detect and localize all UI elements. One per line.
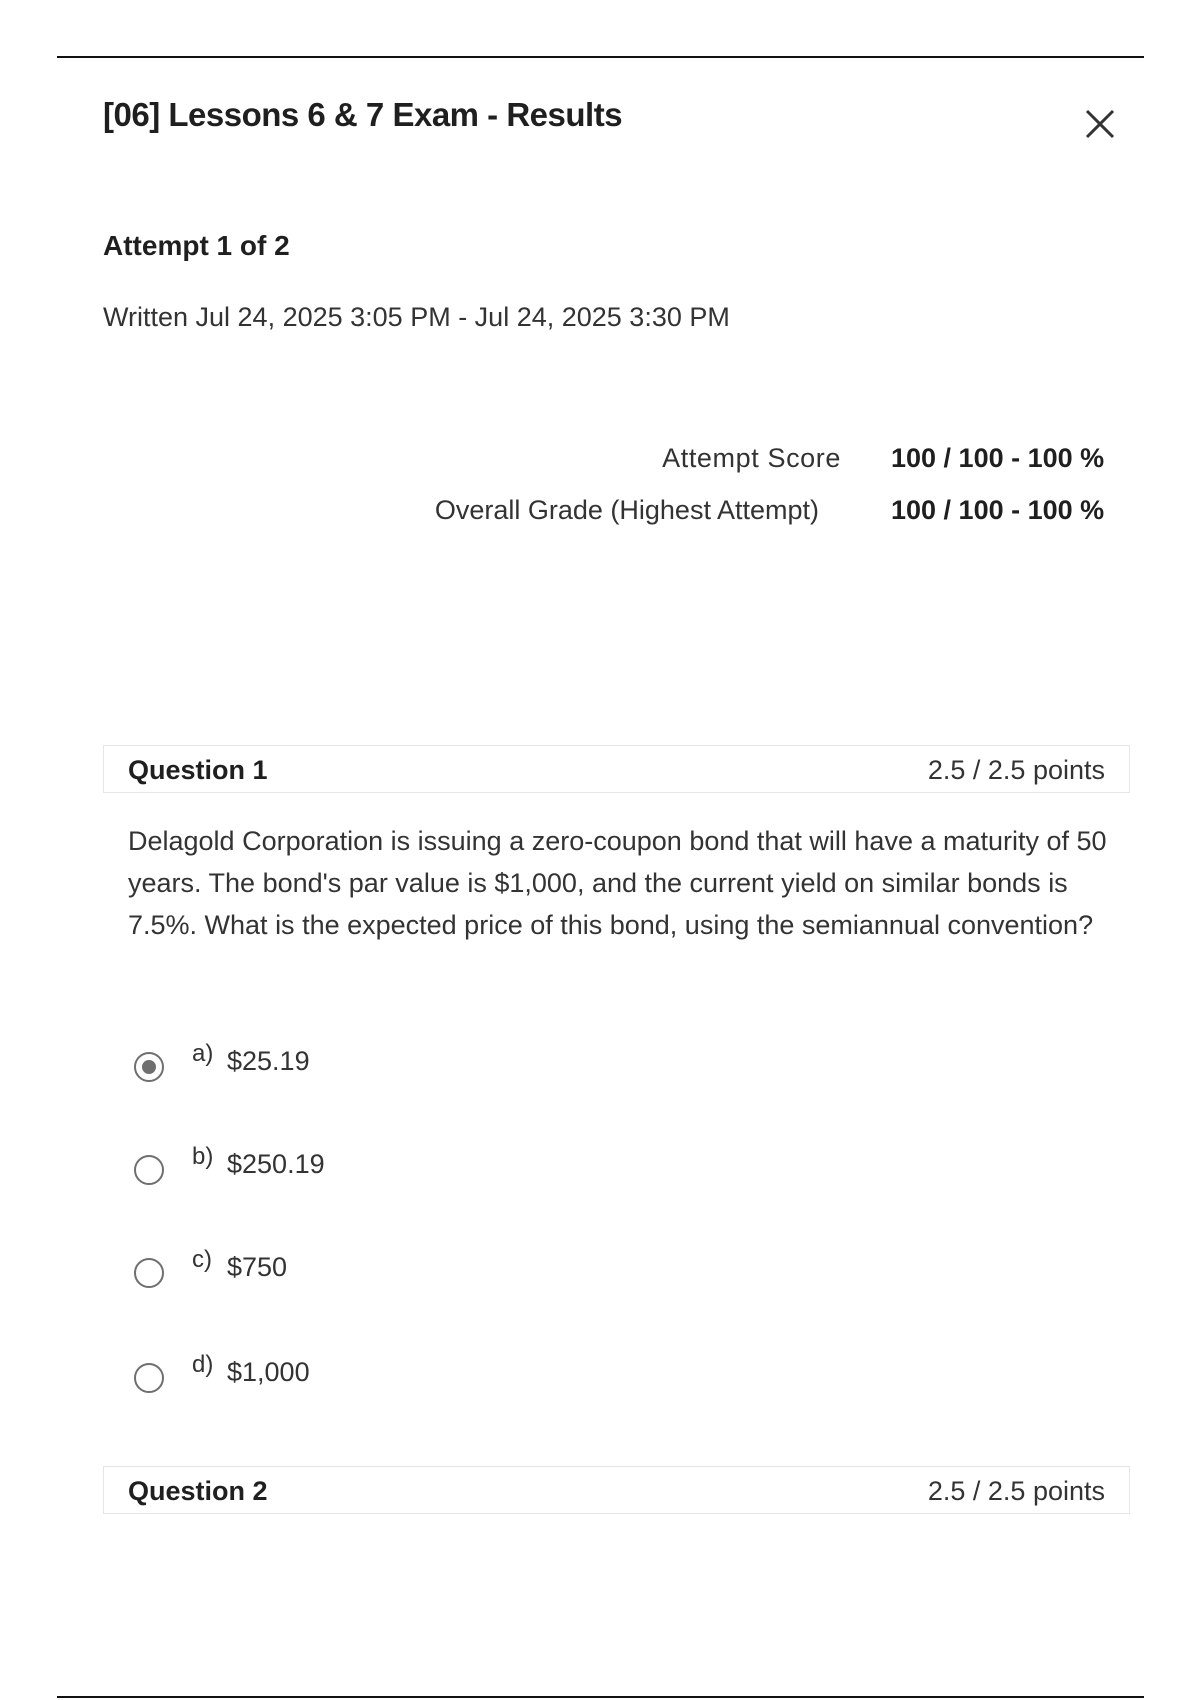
option-a-text: $25.19 — [227, 1046, 310, 1076]
option-d-text: $1,000 — [227, 1357, 310, 1387]
radio-button-icon[interactable] — [134, 1258, 164, 1288]
option-d-letter: d) — [192, 1351, 214, 1378]
radio-button-icon[interactable] — [134, 1052, 164, 1082]
attempt-score-label: Attempt Score — [662, 443, 841, 473]
attempt-score-row — [0, 443, 1200, 479]
page-title: [06] Lessons 6 & 7 Exam - Results — [103, 96, 623, 133]
question-1-points: 2.5 / 2.5 points — [927, 755, 1105, 785]
option-a[interactable] — [134, 1040, 534, 1084]
option-b-letter: b) — [192, 1143, 214, 1170]
option-d[interactable] — [134, 1351, 534, 1395]
option-b[interactable] — [134, 1143, 534, 1187]
question-2-title: Question 2 — [128, 1476, 268, 1506]
option-b-text: $250.19 — [227, 1149, 325, 1179]
question-2-header — [103, 1466, 1130, 1514]
bottom-divider — [57, 1696, 1144, 1698]
overall-grade-row — [0, 495, 1200, 531]
question-1-header — [103, 745, 1130, 793]
option-c[interactable] — [134, 1246, 534, 1290]
option-c-letter: c) — [192, 1246, 212, 1273]
radio-button-icon[interactable] — [134, 1363, 164, 1393]
close-icon — [1080, 104, 1120, 144]
option-a-letter: a) — [192, 1040, 214, 1067]
option-c-text: $750 — [227, 1252, 288, 1282]
question-1-title: Question 1 — [128, 755, 268, 785]
attempt-label: Attempt 1 of 2 — [103, 230, 290, 261]
attempt-score-value: 100 / 100 - 100 % — [891, 443, 1105, 473]
top-divider — [57, 56, 1144, 58]
close-button[interactable] — [1080, 104, 1120, 144]
overall-grade-value: 100 / 100 - 100 % — [891, 495, 1105, 525]
question-2-points: 2.5 / 2.5 points — [927, 1476, 1105, 1506]
radio-button-icon[interactable] — [134, 1155, 164, 1185]
written-timestamp: Written Jul 24, 2025 3:05 PM - Jul 24, 2025 3:30 PM — [103, 302, 730, 332]
overall-grade-label: Overall Grade (Highest Attempt) — [434, 495, 819, 525]
question-1-text: Delagold Corporation is issuing a zero-coupon bond that will have a maturity of 50 years. The bond's par value is $1,000, and the current yield on similar bonds is 7.5%. What is the expected price of this bond, using the semiannual convention? — [128, 826, 1107, 940]
